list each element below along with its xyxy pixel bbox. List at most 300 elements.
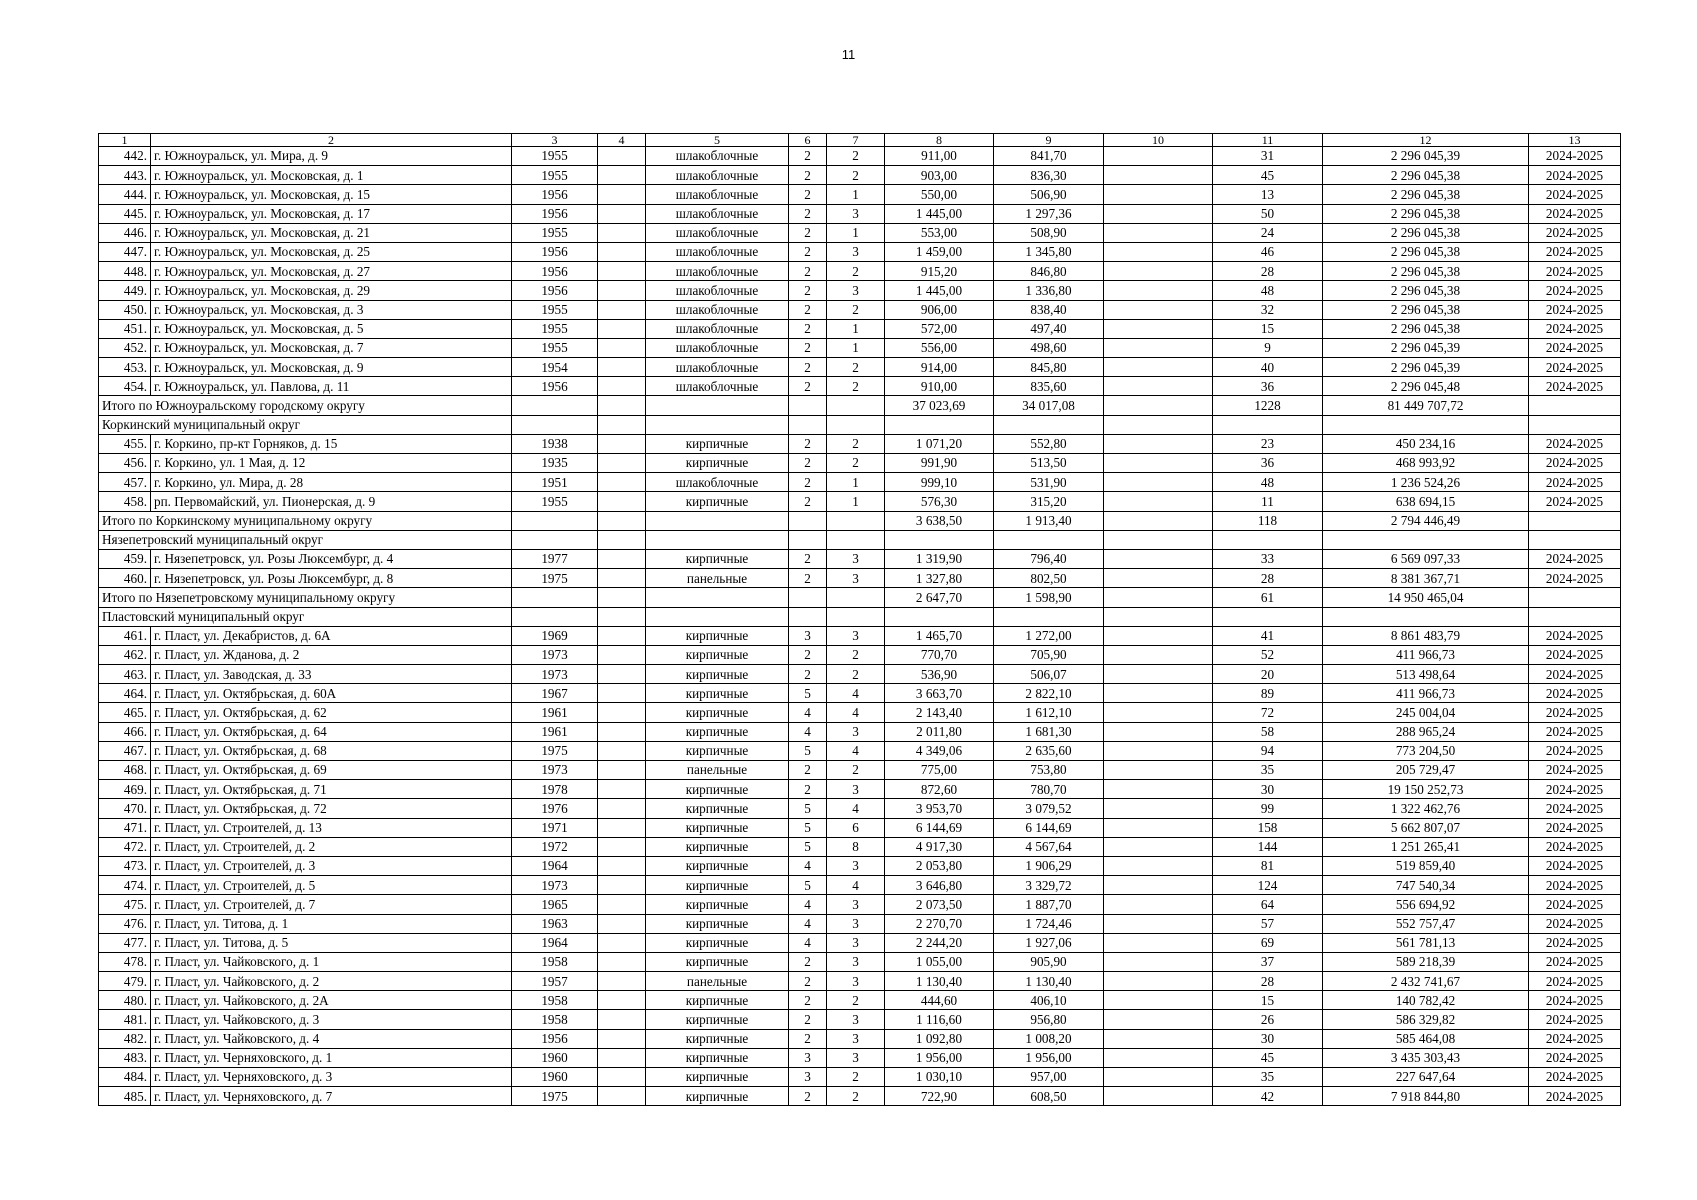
address-cell: г. Пласт, ул. Черняховского, д. 3: [151, 1068, 512, 1087]
row-number: 484.: [99, 1068, 151, 1087]
address-cell: г. Нязепетровск, ул. Розы Люксембург, д. 8: [151, 569, 512, 588]
table-row: [99, 856, 1621, 875]
period-cell: 2024-2025: [1529, 377, 1621, 396]
subtotal-residents: 1228: [1213, 396, 1323, 415]
empty-cell: [1323, 607, 1529, 626]
address-cell: г. Пласт, ул. Строителей, д. 5: [151, 876, 512, 895]
wall-material-cell: кирпичные: [646, 991, 789, 1010]
residents-cell: 45: [1213, 166, 1323, 185]
total-area-cell: 576,30: [885, 492, 994, 511]
table-row: [99, 262, 1621, 281]
cost-cell: 1 236 524,26: [1323, 473, 1529, 492]
residents-cell: 58: [1213, 722, 1323, 741]
empty-cell: [512, 415, 598, 434]
row-number: 460.: [99, 569, 151, 588]
column-number-4: 4: [598, 134, 646, 147]
row-number: 483.: [99, 1048, 151, 1067]
wall-material-cell: шлакоблочные: [646, 262, 789, 281]
construction-year-cell: 1964: [512, 856, 598, 875]
period-cell: 2024-2025: [1529, 1068, 1621, 1087]
construction-year-cell: 1957: [512, 972, 598, 991]
construction-year-cell: 1955: [512, 166, 598, 185]
floors-cell: 2: [789, 645, 827, 664]
row-number: 442.: [99, 147, 151, 166]
total-area-cell: 1 116,60: [885, 1010, 994, 1029]
cost-cell: 411 966,73: [1323, 645, 1529, 664]
floors-cell: 2: [789, 1087, 827, 1106]
column-4-cell: [598, 473, 646, 492]
address-cell: г. Южноуральск, ул. Московская, д. 17: [151, 204, 512, 223]
wall-material-cell: шлакоблочные: [646, 358, 789, 377]
cost-cell: 1 251 265,41: [1323, 837, 1529, 856]
wall-material-cell: кирпичные: [646, 856, 789, 875]
row-number: 475.: [99, 895, 151, 914]
subtotal-living-area: 1 913,40: [994, 511, 1104, 530]
cost-cell: 411 966,73: [1323, 684, 1529, 703]
column-10-cell: [1104, 895, 1213, 914]
wall-material-cell: кирпичные: [646, 1048, 789, 1067]
living-area-cell: 2 635,60: [994, 741, 1104, 760]
floors-cell: 2: [789, 166, 827, 185]
total-area-cell: 1 092,80: [885, 1029, 994, 1048]
empty-cell: [1213, 607, 1323, 626]
subtotal-living-area: 1 598,90: [994, 588, 1104, 607]
row-number: 472.: [99, 837, 151, 856]
table-row: [99, 1087, 1621, 1106]
column-10-cell: [1104, 281, 1213, 300]
period-cell: 2024-2025: [1529, 434, 1621, 453]
table-row: [99, 1048, 1621, 1067]
total-area-cell: 872,60: [885, 780, 994, 799]
column-number-3: 3: [512, 134, 598, 147]
construction-year-cell: 1975: [512, 569, 598, 588]
living-area-cell: 3 329,72: [994, 876, 1104, 895]
table-row: [99, 281, 1621, 300]
entrances-cell: 2: [827, 358, 885, 377]
column-10-cell: [1104, 454, 1213, 473]
table-row: [99, 147, 1621, 166]
period-cell: 2024-2025: [1529, 1029, 1621, 1048]
entrances-cell: 2: [827, 377, 885, 396]
address-cell: г. Южноуральск, ул. Московская, д. 29: [151, 281, 512, 300]
column-4-cell: [598, 454, 646, 473]
cost-cell: 2 432 741,67: [1323, 972, 1529, 991]
column-4-cell: [598, 242, 646, 261]
residents-cell: 28: [1213, 972, 1323, 991]
row-number: 479.: [99, 972, 151, 991]
empty-cell: [646, 607, 789, 626]
floors-cell: 2: [789, 204, 827, 223]
period-cell: 2024-2025: [1529, 972, 1621, 991]
address-cell: г. Пласт, ул. Строителей, д. 7: [151, 895, 512, 914]
column-4-cell: [598, 166, 646, 185]
column-4-cell: [598, 1010, 646, 1029]
total-area-cell: 914,00: [885, 358, 994, 377]
column-10-cell: [1104, 876, 1213, 895]
living-area-cell: 1 612,10: [994, 703, 1104, 722]
column-4-cell: [598, 741, 646, 760]
address-cell: г. Пласт, ул. Чайковского, д. 4: [151, 1029, 512, 1048]
column-number-9: 9: [994, 134, 1104, 147]
row-number: 463.: [99, 665, 151, 684]
column-10-cell: [1104, 952, 1213, 971]
residents-cell: 23: [1213, 434, 1323, 453]
cost-cell: 2 296 045,39: [1323, 338, 1529, 357]
wall-material-cell: шлакоблочные: [646, 338, 789, 357]
residents-cell: 40: [1213, 358, 1323, 377]
section-label: Пластовский муниципальный округ: [99, 607, 512, 626]
entrances-cell: 8: [827, 837, 885, 856]
wall-material-cell: кирпичные: [646, 933, 789, 952]
row-number: 481.: [99, 1010, 151, 1029]
table-row: [99, 166, 1621, 185]
table-row: [99, 645, 1621, 664]
living-area-cell: 3 079,52: [994, 799, 1104, 818]
address-cell: г. Пласт, ул. Октябрьская, д. 62: [151, 703, 512, 722]
period-cell: 2024-2025: [1529, 876, 1621, 895]
entrances-cell: 3: [827, 722, 885, 741]
column-10-cell: [1104, 473, 1213, 492]
entrances-cell: 3: [827, 569, 885, 588]
column-4-cell: [598, 1029, 646, 1048]
floors-cell: 4: [789, 914, 827, 933]
total-area-cell: 3 953,70: [885, 799, 994, 818]
floors-cell: 2: [789, 454, 827, 473]
floors-cell: 2: [789, 377, 827, 396]
empty-cell: [646, 396, 789, 415]
column-4-cell: [598, 434, 646, 453]
empty-cell: [994, 530, 1104, 549]
column-4-cell: [598, 204, 646, 223]
empty-cell: [598, 396, 646, 415]
row-number: 457.: [99, 473, 151, 492]
cost-cell: 2 296 045,38: [1323, 242, 1529, 261]
cost-cell: 2 296 045,38: [1323, 262, 1529, 281]
empty-cell: [1213, 530, 1323, 549]
living-area-cell: 1 681,30: [994, 722, 1104, 741]
living-area-cell: 1 297,36: [994, 204, 1104, 223]
empty-cell: [512, 607, 598, 626]
period-cell: 2024-2025: [1529, 818, 1621, 837]
entrances-cell: 2: [827, 991, 885, 1010]
residents-cell: 50: [1213, 204, 1323, 223]
row-number: 477.: [99, 933, 151, 952]
address-cell: г. Пласт, ул. Октябрьская, д. 68: [151, 741, 512, 760]
column-10-cell: [1104, 684, 1213, 703]
address-cell: г. Пласт, ул. Черняховского, д. 1: [151, 1048, 512, 1067]
empty-cell: [1323, 530, 1529, 549]
floors-cell: 2: [789, 1010, 827, 1029]
address-cell: г. Пласт, ул. Строителей, д. 13: [151, 818, 512, 837]
floors-cell: 2: [789, 952, 827, 971]
subtotal-total-area: 3 638,50: [885, 511, 994, 530]
entrances-cell: 3: [827, 281, 885, 300]
column-10-cell: [1104, 1010, 1213, 1029]
column-10-cell: [1104, 549, 1213, 568]
wall-material-cell: кирпичные: [646, 549, 789, 568]
column-10-cell: [1104, 147, 1213, 166]
address-cell: г. Пласт, ул. Октябрьская, д. 71: [151, 780, 512, 799]
floors-cell: 5: [789, 684, 827, 703]
construction-year-cell: 1956: [512, 262, 598, 281]
construction-year-cell: 1967: [512, 684, 598, 703]
row-number: 473.: [99, 856, 151, 875]
empty-cell: [827, 607, 885, 626]
entrances-cell: 3: [827, 780, 885, 799]
total-area-cell: 3 663,70: [885, 684, 994, 703]
total-area-cell: 903,00: [885, 166, 994, 185]
column-10-cell: [1104, 569, 1213, 588]
column-10-cell: [1104, 972, 1213, 991]
column-10-cell: [1104, 837, 1213, 856]
total-area-cell: 550,00: [885, 185, 994, 204]
wall-material-cell: кирпичные: [646, 1010, 789, 1029]
table-row: [99, 1029, 1621, 1048]
address-cell: г. Пласт, ул. Октябрьская, д. 72: [151, 799, 512, 818]
address-cell: г. Пласт, ул. Чайковского, д. 3: [151, 1010, 512, 1029]
construction-year-cell: 1956: [512, 242, 598, 261]
floors-cell: 2: [789, 549, 827, 568]
empty-cell: [885, 607, 994, 626]
period-cell: 2024-2025: [1529, 223, 1621, 242]
address-cell: г. Пласт, ул. Октябрьская, д. 60А: [151, 684, 512, 703]
column-10-cell: [1104, 319, 1213, 338]
address-cell: г. Южноуральск, ул. Московская, д. 15: [151, 185, 512, 204]
construction-year-cell: 1961: [512, 722, 598, 741]
entrances-cell: 4: [827, 741, 885, 760]
period-cell: 2024-2025: [1529, 358, 1621, 377]
construction-year-cell: 1964: [512, 933, 598, 952]
cost-cell: 450 234,16: [1323, 434, 1529, 453]
entrances-cell: 4: [827, 876, 885, 895]
entrances-cell: 3: [827, 1029, 885, 1048]
floors-cell: 2: [789, 281, 827, 300]
cost-cell: 2 296 045,38: [1323, 166, 1529, 185]
column-number-11: 11: [1213, 134, 1323, 147]
table-row: [99, 991, 1621, 1010]
table-row: [99, 1068, 1621, 1087]
cost-cell: 519 859,40: [1323, 856, 1529, 875]
column-4-cell: [598, 281, 646, 300]
floors-cell: 2: [789, 185, 827, 204]
empty-cell: [1104, 530, 1213, 549]
construction-year-cell: 1971: [512, 818, 598, 837]
wall-material-cell: кирпичные: [646, 799, 789, 818]
empty-cell: [827, 511, 885, 530]
table-row: [99, 204, 1621, 223]
empty-cell: [789, 607, 827, 626]
entrances-cell: 2: [827, 300, 885, 319]
entrances-cell: 1: [827, 338, 885, 357]
row-number: 447.: [99, 242, 151, 261]
period-cell: 2024-2025: [1529, 319, 1621, 338]
residents-cell: 32: [1213, 300, 1323, 319]
floors-cell: 5: [789, 741, 827, 760]
living-area-cell: 508,90: [994, 223, 1104, 242]
residents-cell: 89: [1213, 684, 1323, 703]
empty-cell: [1104, 511, 1213, 530]
address-cell: г. Пласт, ул. Октябрьская, д. 64: [151, 722, 512, 741]
wall-material-cell: кирпичные: [646, 434, 789, 453]
column-4-cell: [598, 262, 646, 281]
section-label: Коркинский муниципальный округ: [99, 415, 512, 434]
residents-cell: 48: [1213, 473, 1323, 492]
total-area-cell: 906,00: [885, 300, 994, 319]
address-cell: г. Южноуральск, ул. Московская, д. 25: [151, 242, 512, 261]
row-number: 452.: [99, 338, 151, 357]
wall-material-cell: кирпичные: [646, 818, 789, 837]
empty-cell: [646, 415, 789, 434]
entrances-cell: 2: [827, 262, 885, 281]
construction-year-cell: 1938: [512, 434, 598, 453]
row-number: 465.: [99, 703, 151, 722]
floors-cell: 2: [789, 358, 827, 377]
empty-cell: [1529, 415, 1621, 434]
column-4-cell: [598, 914, 646, 933]
living-area-cell: 835,60: [994, 377, 1104, 396]
row-number: 474.: [99, 876, 151, 895]
construction-year-cell: 1972: [512, 837, 598, 856]
construction-year-cell: 1956: [512, 377, 598, 396]
table-row: [99, 799, 1621, 818]
residents-cell: 48: [1213, 281, 1323, 300]
subtotal-living-area: 34 017,08: [994, 396, 1104, 415]
residents-cell: 94: [1213, 741, 1323, 760]
wall-material-cell: кирпичные: [646, 492, 789, 511]
living-area-cell: 1 336,80: [994, 281, 1104, 300]
empty-cell: [827, 530, 885, 549]
table-row: [99, 684, 1621, 703]
total-area-cell: 1 130,40: [885, 972, 994, 991]
address-cell: г. Южноуральск, ул. Мира, д. 9: [151, 147, 512, 166]
construction-year-cell: 1956: [512, 185, 598, 204]
wall-material-cell: кирпичные: [646, 952, 789, 971]
period-cell: 2024-2025: [1529, 454, 1621, 473]
period-cell: 2024-2025: [1529, 952, 1621, 971]
period-cell: 2024-2025: [1529, 665, 1621, 684]
subtotal-label: Итого по Нязепетровскому муниципальному округу: [99, 588, 512, 607]
column-10-cell: [1104, 818, 1213, 837]
empty-cell: [512, 530, 598, 549]
construction-year-cell: 1955: [512, 319, 598, 338]
wall-material-cell: шлакоблочные: [646, 377, 789, 396]
total-area-cell: 1 445,00: [885, 281, 994, 300]
living-area-cell: 1 130,40: [994, 972, 1104, 991]
entrances-cell: 1: [827, 185, 885, 204]
living-area-cell: 506,90: [994, 185, 1104, 204]
row-number: 459.: [99, 549, 151, 568]
construction-year-cell: 1935: [512, 454, 598, 473]
period-cell: 2024-2025: [1529, 722, 1621, 741]
column-10-cell: [1104, 242, 1213, 261]
wall-material-cell: кирпичные: [646, 741, 789, 760]
row-number: 450.: [99, 300, 151, 319]
empty-cell: [827, 396, 885, 415]
total-area-cell: 2 073,50: [885, 895, 994, 914]
address-cell: г. Пласт, ул. Чайковского, д. 2А: [151, 991, 512, 1010]
residents-cell: 20: [1213, 665, 1323, 684]
living-area-cell: 841,70: [994, 147, 1104, 166]
address-cell: г. Пласт, ул. Чайковского, д. 2: [151, 972, 512, 991]
address-cell: г. Южноуральск, ул. Павлова, д. 11: [151, 377, 512, 396]
living-area-cell: 1 887,70: [994, 895, 1104, 914]
living-area-cell: 2 822,10: [994, 684, 1104, 703]
row-number: 445.: [99, 204, 151, 223]
floors-cell: 2: [789, 569, 827, 588]
residents-cell: 35: [1213, 1068, 1323, 1087]
column-4-cell: [598, 185, 646, 204]
column-4-cell: [598, 952, 646, 971]
column-10-cell: [1104, 665, 1213, 684]
floors-cell: 2: [789, 665, 827, 684]
entrances-cell: 4: [827, 684, 885, 703]
subtotal-cost: 81 449 707,72: [1323, 396, 1529, 415]
empty-cell: [646, 588, 789, 607]
residents-cell: 36: [1213, 454, 1323, 473]
period-cell: 2024-2025: [1529, 242, 1621, 261]
living-area-cell: 845,80: [994, 358, 1104, 377]
column-4-cell: [598, 338, 646, 357]
empty-cell: [1104, 588, 1213, 607]
subtotal-label: Итого по Коркинскому муниципальному округу: [99, 511, 512, 530]
column-number-10: 10: [1104, 134, 1213, 147]
period-cell: 2024-2025: [1529, 761, 1621, 780]
construction-year-cell: 1963: [512, 914, 598, 933]
total-area-cell: 6 144,69: [885, 818, 994, 837]
total-area-cell: 910,00: [885, 377, 994, 396]
column-4-cell: [598, 492, 646, 511]
entrances-cell: 1: [827, 319, 885, 338]
column-4-cell: [598, 895, 646, 914]
entrances-cell: 3: [827, 549, 885, 568]
living-area-cell: 957,00: [994, 1068, 1104, 1087]
cost-cell: 5 662 807,07: [1323, 818, 1529, 837]
floors-cell: 2: [789, 780, 827, 799]
column-10-cell: [1104, 492, 1213, 511]
table-row: [99, 473, 1621, 492]
residents-cell: 30: [1213, 780, 1323, 799]
entrances-cell: 3: [827, 895, 885, 914]
floors-cell: 2: [789, 492, 827, 511]
address-cell: г. Коркино, ул. Мира, д. 28: [151, 473, 512, 492]
address-cell: г. Коркино, пр-кт Горняков, д. 15: [151, 434, 512, 453]
row-number: 466.: [99, 722, 151, 741]
wall-material-cell: шлакоблочные: [646, 319, 789, 338]
column-4-cell: [598, 377, 646, 396]
living-area-cell: 608,50: [994, 1087, 1104, 1106]
wall-material-cell: кирпичные: [646, 703, 789, 722]
residents-cell: 35: [1213, 761, 1323, 780]
total-area-cell: 2 143,40: [885, 703, 994, 722]
column-number-5: 5: [646, 134, 789, 147]
wall-material-cell: кирпичные: [646, 1087, 789, 1106]
floors-cell: 2: [789, 338, 827, 357]
construction-year-cell: 1978: [512, 780, 598, 799]
living-area-cell: 1 906,29: [994, 856, 1104, 875]
address-cell: г. Пласт, ул. Строителей, д. 3: [151, 856, 512, 875]
living-area-cell: 1 272,00: [994, 626, 1104, 645]
column-10-cell: [1104, 434, 1213, 453]
row-number: 462.: [99, 645, 151, 664]
total-area-cell: 999,10: [885, 473, 994, 492]
wall-material-cell: кирпичные: [646, 1068, 789, 1087]
period-cell: 2024-2025: [1529, 991, 1621, 1010]
residents-cell: 26: [1213, 1010, 1323, 1029]
column-4-cell: [598, 1048, 646, 1067]
subtotal-row: [99, 588, 1621, 607]
period-cell: 2024-2025: [1529, 1010, 1621, 1029]
table-row: [99, 837, 1621, 856]
